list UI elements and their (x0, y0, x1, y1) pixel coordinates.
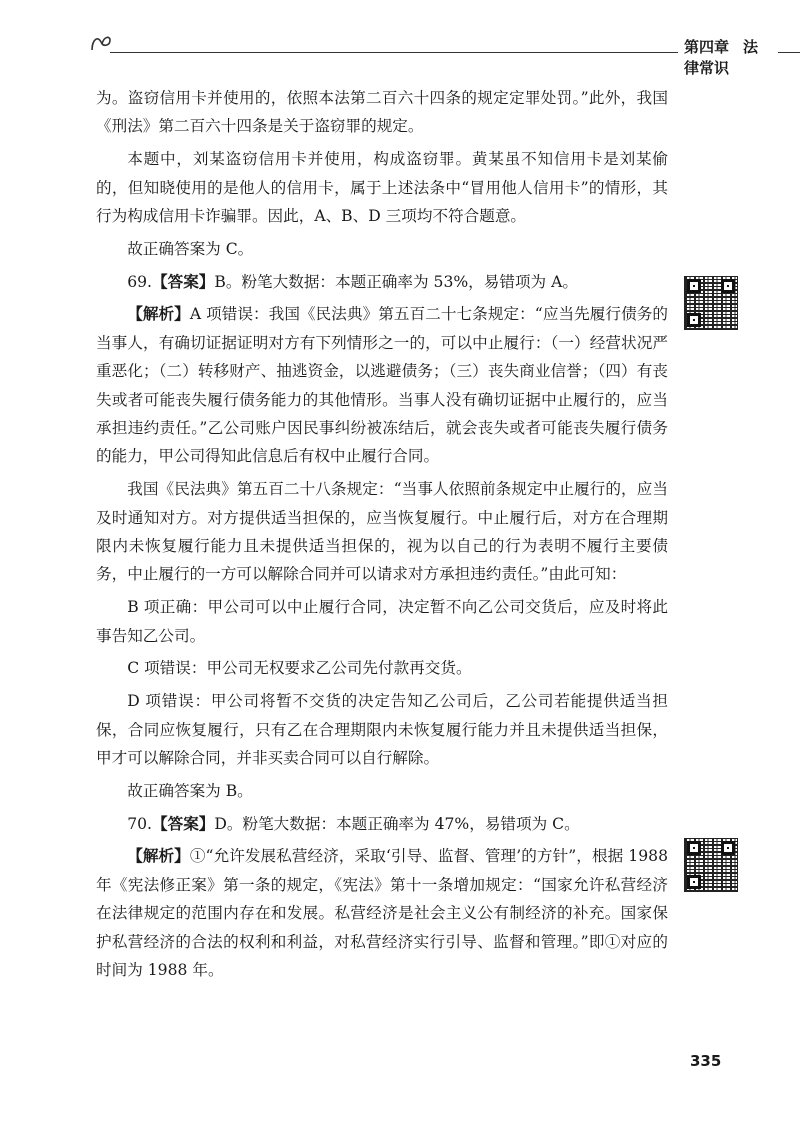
header-rule-right (778, 52, 800, 53)
answer-paragraph-69 (96, 268, 668, 296)
answer-paragraph-70 (96, 810, 668, 838)
paragraph: B 项正确：甲公司可以中止履行合同，决定暂不向乙公司交货后，应及时将此事告知乙公司。 (96, 598, 668, 645)
page-header (88, 30, 760, 77)
paragraph: 故正确答案为 C。 (127, 239, 254, 258)
qr-code-icon[interactable] (684, 276, 738, 330)
question-number: 70. (127, 814, 152, 833)
chapter-title (684, 36, 760, 78)
analysis-text: ①“允许发展私营经济，采取‘引导、监督、管理’的方针”，根据 1988 年《宪法修正案》第一条的规定，《宪法》第十一条增加规定：“国家允许私营经济在法律规定的范围内存在和发展。私营经济是社会主义公有制经济的补充。国家保护私营经济的合法的权利和利益，对私营经济实行引导、监督和管理。”即①对应的时间为 1988 年。 (96, 847, 668, 980)
paragraph: 故正确答案为 B。 (127, 781, 253, 800)
page-content (96, 84, 668, 989)
paragraph: 为。盗窃信用卡并使用的，依照本法第二百六十四条的规定定罪处罚。”此外，我国《刑法》第二百六十四条是关于盗窃罪的规定。 (96, 89, 668, 136)
paragraph: 本题中，刘某盗窃信用卡并使用，构成盗窃罪。黄某虽不知信用卡是刘某偷的，但知晓使用的是他人的信用卡，属于上述法条中“冒用他人信用卡”的情形，其行为构成信用卡诈骗罪。因此，A、B、D 三项均不符合题意。 (96, 150, 668, 226)
chapter-number: 第四章 (684, 38, 730, 56)
page-number: 335 (690, 1052, 722, 1070)
answer-text: D。粉笔大数据：本题正确率为 47%，易错项为 C。 (214, 814, 580, 833)
analysis-label: 【解析】 (127, 304, 190, 324)
answer-label: 【答案】 (152, 271, 215, 291)
paragraph: C 项错误：甲公司无权要求乙公司先付款再交货。 (127, 659, 472, 678)
analysis-paragraph-70 (96, 842, 668, 984)
paragraph: 我国《民法典》第五百二十八条规定：“当事人依照前条规定中止履行的，应当及时通知对方。对方提供适当担保的，应当恢复履行。中止履行后，对方在合理期限内未恢复履行能力且未提供适当担保的，视为以自己的行为表明不履行主要债务，中止履行的一方可以解除合同并可以请求对方承担违约责任。”由此可知： (96, 480, 668, 584)
paragraph: D 项错误：甲公司将暂不交货的决定告知乙公司后，乙公司若能提供适当担保，合同应恢复履行，只有乙在合理期限内未恢复履行能力并且未提供适当担保，甲才可以解除合同，并非买卖合同可以自行解除。 (96, 692, 668, 768)
chapter-subject: 法律常识 (684, 38, 759, 77)
header-rule-left (110, 52, 678, 53)
analysis-label: 【解析】 (127, 846, 190, 866)
analysis-text: A 项错误：我国《民法典》第五百二十七条规定：“应当先履行债务的当事人，有确切证据证明对方有下列情形之一的，可以中止履行：（一）经营状况严重恶化；（二）转移财产、抽逃资金，以逃避债务；（三）丧失商业信誉；（四）有丧失或者可能丧失履行债务能力的其他情形。当事人没有确切证据中止履行的，应当承担违约责任。”乙公司账户因民事纠纷被冻结后，就会丧失或者可能丧失履行债务的能力，甲公司得知此信息后有权中止履行合同。 (96, 305, 668, 466)
analysis-paragraph-69 (96, 300, 668, 470)
answer-label: 【答案】 (152, 813, 215, 833)
answer-text: B。粉笔大数据：本题正确率为 53%，易错项为 A。 (214, 272, 578, 291)
qr-code-icon[interactable] (684, 838, 738, 892)
question-number: 69. (127, 272, 152, 291)
